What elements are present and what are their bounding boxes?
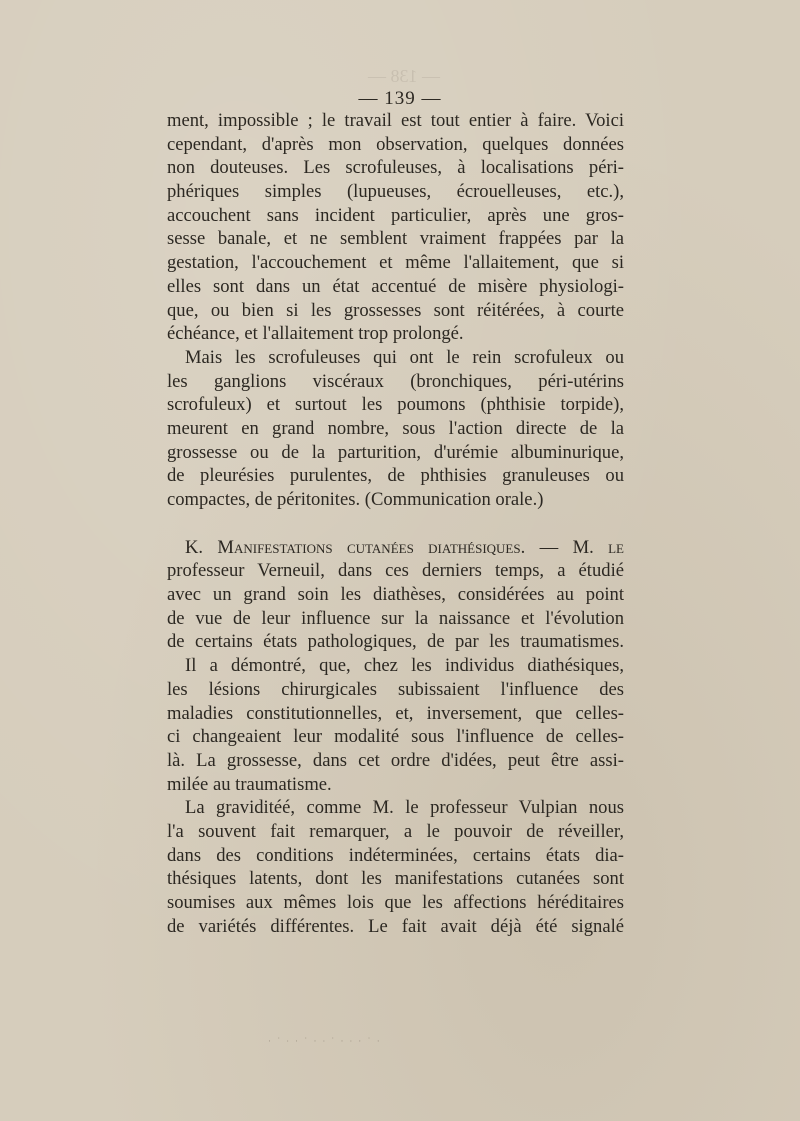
text-line: soumises aux mêmes lois que les affections héréditaires <box>167 892 624 913</box>
text-line: cependant, d'après mon observation, quelques données <box>167 133 624 155</box>
text-line: maladies constitutionnelles, et, inversement, que celles- <box>167 702 624 724</box>
section-k <box>167 536 624 654</box>
text-line: de certains états pathologiques, de par les traumatismes. <box>167 631 624 653</box>
text-line: meurent en grand nombre, sous l'action directe de la <box>167 417 624 439</box>
text-line: Il a démontré, que, chez les individus diathésiques, <box>185 655 624 677</box>
text-line: ment, impossible ; le travail est tout entier à faire. Voici <box>167 110 624 131</box>
text-line: échéance, et l'allaitement trop prolongé. <box>167 323 464 345</box>
text-line: l'a souvent fait remarquer, a le pouvoir de réveiller, <box>167 820 624 842</box>
text-line: elles sont dans un état accentué de misère physiologi- <box>167 275 624 297</box>
text-line: milée au traumatisme. <box>167 773 332 795</box>
text-line: compactes, de péritonites. (Communication orale.) <box>167 489 544 510</box>
text-line: scrofuleux) et surtout les poumons (phthisie torpide), <box>167 394 624 416</box>
text-line: non douteuses. Les scrofuleuses, à localisations péri- <box>167 157 624 179</box>
text-line: dans des conditions indéterminées, certains états dia- <box>167 844 624 866</box>
text-line: là. La grossesse, dans cet ordre d'idées, peut être assi- <box>167 749 624 771</box>
text-line: les lésions chirurgicales subissaient l'influence des <box>167 678 624 700</box>
text-line: professeur Verneuil, dans ces derniers temps, a étudié <box>167 560 624 582</box>
paragraph <box>167 109 624 346</box>
section-heading-line: K. Manifestations cutanées diathésiques. — M. le <box>185 536 624 558</box>
paragraph <box>167 654 624 796</box>
bleed-through-page-number: — 138 — <box>368 66 440 86</box>
paragraph <box>167 796 624 938</box>
text-line: accouchent sans incident particulier, après une gros- <box>167 204 624 226</box>
text-line: grossesse ou de la parturition, d'urémie albuminurique, <box>167 441 624 463</box>
text-line: de variétés différentes. Le fait avait déjà été signalé <box>167 915 624 937</box>
text-line: Mais les scrofuleuses qui ont le rein scrofuleux ou <box>185 346 624 368</box>
text-line: La graviditéé, comme M. le professeur Vulpian nous <box>185 797 624 819</box>
text-line: de pleurésies purulentes, de phthisies granuleuses ou <box>167 465 624 487</box>
text-line: thésiques latents, dont les manifestations cutanées sont <box>167 868 624 890</box>
body-text <box>167 109 624 938</box>
text-line: que, ou bien si les grossesses sont réitérées, à courte <box>167 299 624 321</box>
text-line: phériques simples (lupueuses, écrouelleuses, etc.), <box>167 181 624 203</box>
text-line: les ganglions viscéraux (bronchiques, péri-utérins <box>167 370 624 392</box>
page-number: — 139 — <box>358 88 442 109</box>
text-line: avec un grand soin les diathèses, considérées au point <box>167 584 624 606</box>
text-line: sesse banale, et ne semblent vraiment frappées par la <box>167 228 624 250</box>
text-line: de vue de leur influence sur la naissance et l'évolution <box>167 607 624 629</box>
text-line: ci changeaient leur modalité sous l'influence de celles- <box>167 726 624 748</box>
section-gap <box>167 512 624 536</box>
paragraph <box>167 346 624 512</box>
text-line: gestation, l'accouchement et même l'allaitement, que si <box>167 252 624 274</box>
print-specks: · ˙ ∙ · ˙ · ∙ ˙ · ∙ · ˙ · <box>268 1036 382 1046</box>
